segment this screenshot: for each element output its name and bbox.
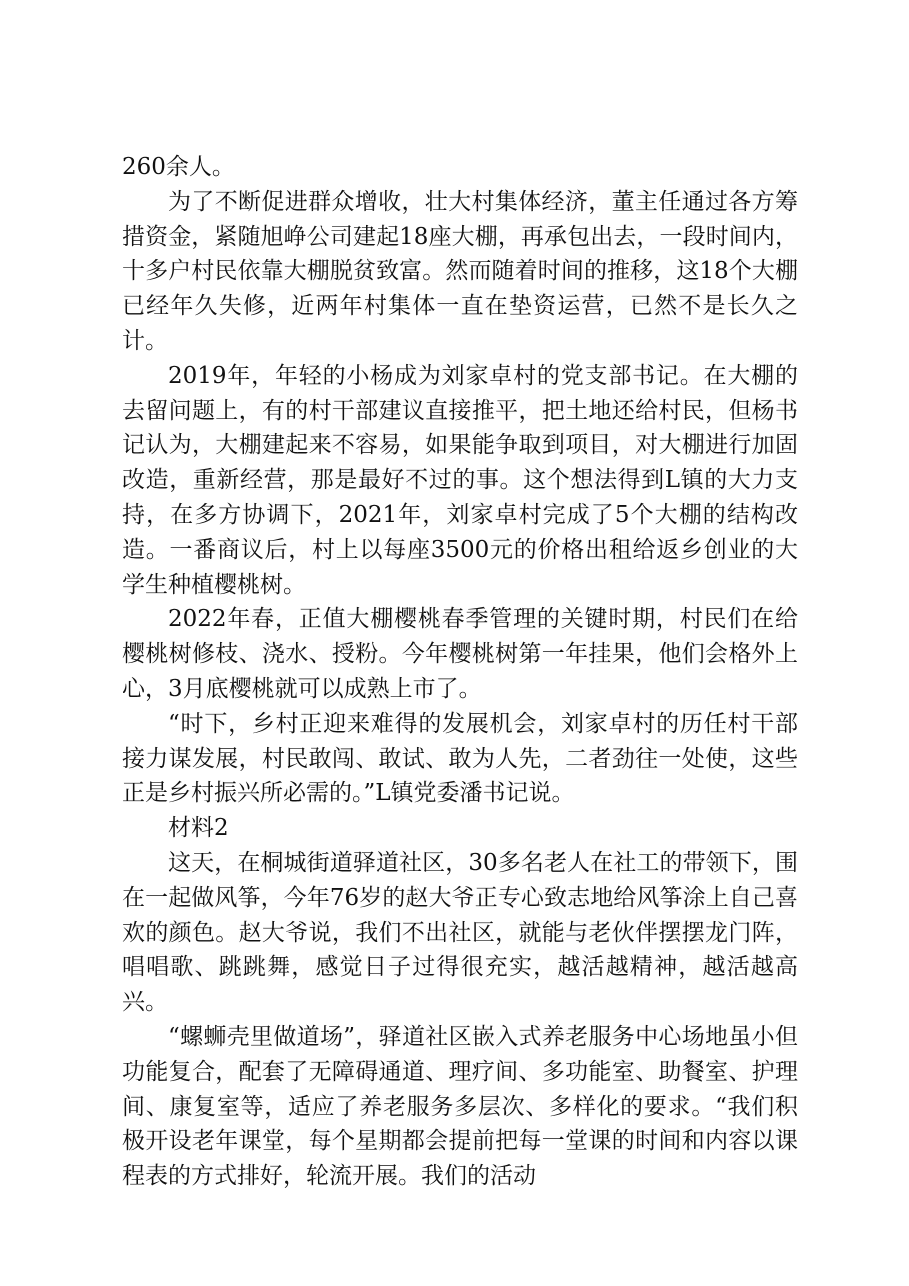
paragraph-elderly-care-center: “螺蛳壳里做道场”，驿道社区嵌入式养老服务中心场地虽小但功能复合，配套了无障碍通道、理疗间、多功能室、助餐室、护理间、康复室等，适应了养老服务多层次、多样化的要求。“我们积极开设老年课堂，每个星期都会提前把每一堂课的时间和内容以课程表的方式排好，轮流开展。我们的活动: [122, 1023, 798, 1190]
material-heading: 材料2: [168, 815, 229, 842]
paragraph-continuation: 260余人。: [122, 154, 235, 180]
paragraph-secretary-quote: “时下，乡村正迎来难得的发展机会，刘家卓村的历任村干部接力谋发展，村民敢闯、敢试、敢为人先，二者劲往一处使，这些正是乡村振兴所必需的。”L镇党委潘书记说。: [122, 710, 798, 807]
paragraph-greenhouse-construction: 为了不断促进群众增收，壮大村集体经济，董主任通过各方筹措资金，紧随旭峥公司建起18座大棚，再承包出去，一段时间内，十多户村民依靠大棚脱贫致富。然而随着时间的推移，这18个大棚已经年久失修，近两年村集体一直在垫资运营，已然不是长久之计。: [122, 188, 798, 354]
paragraph-kite-making: 这天，在桐城街道驿道社区，30多名老人在社工的带领下，围在一起做风筝，今年76岁的赵大爷正专心致志地给风筝涂上自己喜欢的颜色。赵大爷说，我们不出社区，就能与老伙伴摆摆龙门阵，唱唱歌、跳跳舞，感觉日子过得很充实，越活越精神，越活越高兴。: [122, 849, 798, 1016]
paragraph-greenhouse-renovation: 2019年，年轻的小杨成为刘家卓村的党支部书记。在大棚的去留问题上，有的村干部建议直接推平，把土地还给村民，但杨书记认为，大棚建起来不容易，如果能争取到项目，对大棚进行加固改造，重新经营，那是最好不过的事。这个想法得到L镇的大力支持，在多方协调下，2021年，刘家卓村完成了5个大棚的结构改造。一番商议后，村上以每座3500元的价格出租给返乡创业的大学生种植樱桃树。: [122, 362, 798, 598]
paragraph-cherry-management: 2022年春，正值大棚樱桃春季管理的关键时期，村民们在给樱桃树修枝、浇水、授粉。今年樱桃树第一年挂果，他们会格外上心，3月底樱桃就可以成熟上市了。: [122, 606, 798, 702]
document-body: [122, 150, 798, 1194]
